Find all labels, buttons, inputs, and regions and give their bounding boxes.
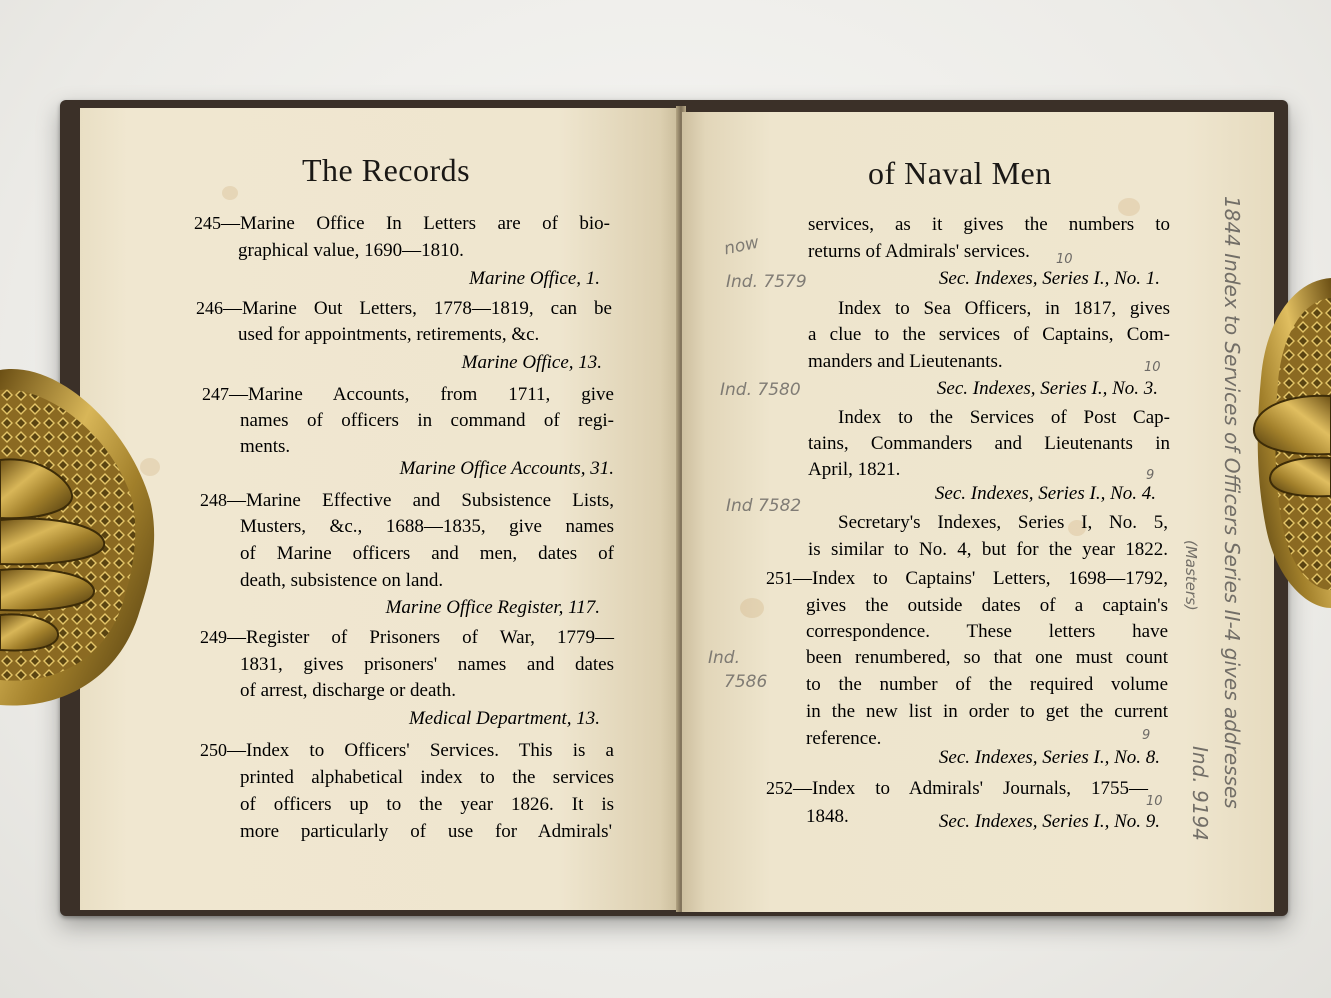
entry-line: April, 1821.: [808, 459, 901, 480]
entry-line: is similar to No. 4, but for the year 1822.: [808, 539, 1168, 560]
entry-line: 1848.: [806, 806, 849, 827]
entry-line: to the number of the required volume: [806, 674, 1168, 695]
entry-number: 246: [196, 298, 223, 318]
entry-line: of officers up to the year 1826. It is: [240, 794, 614, 815]
pencil-note-vertical-masters: (Masters): [1182, 540, 1200, 611]
entry-line: ments.: [240, 436, 291, 457]
entry-source: Sec. Indexes, Series I., No. 9.: [938, 811, 1160, 832]
entry-line: —Index to Admirals' Journals, 1755—: [793, 778, 1148, 799]
pencil-note-vertical: 1844 Index to Services of Officers Series II-4 gives addresses: [1220, 196, 1244, 809]
entry-number: 249: [200, 627, 227, 647]
entry-line: —Marine Out Letters, 1778—1819, can be: [223, 298, 612, 319]
entry-source: Marine Office Accounts, 31.: [399, 458, 614, 479]
entry-line: Musters, &c., 1688—1835, give names: [240, 516, 614, 537]
entry-number: 247: [202, 384, 229, 404]
entry-line: gives the outside dates of a captain's: [806, 595, 1168, 616]
entry-line: —Marine Effective and Subsistence Lists,: [227, 490, 614, 511]
pencil-superscript: 9: [1142, 728, 1151, 743]
left-brass-clip-image: [0, 360, 160, 720]
pencil-note-ind-7582: Ind 7582: [726, 496, 802, 516]
entry-line: reference.: [806, 728, 882, 749]
entry-line: —Index to Captains' Letters, 1698—1792,: [793, 568, 1168, 589]
pencil-superscript: 10: [1146, 794, 1163, 809]
right-brass-clip-image: [1226, 278, 1331, 608]
entry-source: Marine Office, 1.: [469, 268, 600, 289]
entry-source: Medical Department, 13.: [408, 708, 600, 729]
pencil-note-ind: Ind.: [708, 648, 740, 668]
entry-line: graphical value, 1690—1810.: [238, 240, 464, 261]
entry-source: Sec. Indexes, Series I., No. 8.: [938, 747, 1160, 768]
pencil-note-ind-7579: Ind. 7579: [726, 272, 807, 292]
entry-line: —Marine Accounts, from 1711, give: [229, 384, 614, 405]
entry-line: death, subsistence on land.: [240, 570, 444, 591]
entry-line: returns of Admirals' services.: [808, 241, 1030, 262]
entry-line: —Marine Office In Letters are of bio-: [221, 213, 610, 234]
entry-line: manders and Lieutenants.: [808, 351, 1003, 372]
entry-line: used for appointments, retirements, &c.: [238, 324, 540, 345]
entry-line: services, as it gives the numbers to: [808, 214, 1170, 235]
entry-source: Marine Office Register, 117.: [385, 597, 600, 618]
entry-line: Secretary's Indexes, Series I, No. 5,: [838, 512, 1168, 533]
entry-number: 252: [766, 778, 793, 798]
pencil-note-ind-7580: Ind. 7580: [720, 380, 801, 400]
right-running-header: of Naval Men: [868, 155, 1052, 191]
entry-line: —Register of Prisoners of War, 1779—: [227, 627, 614, 648]
entry-source: Sec. Indexes, Series I., No. 4.: [934, 483, 1156, 504]
entry-line: tains, Commanders and Lieutenants in: [808, 433, 1170, 454]
entry-number: 245: [194, 213, 221, 233]
entry-line: printed alphabetical index to the services: [240, 767, 614, 788]
pencil-superscript: 10: [1144, 360, 1161, 375]
entry-line: names of officers in command of regi-: [240, 410, 614, 431]
entry-line: of arrest, discharge or death.: [240, 680, 456, 701]
entry-line: correspondence. These letters have: [806, 621, 1168, 642]
left-running-header: The Records: [302, 152, 471, 188]
entry-source: Sec. Indexes, Series I., No. 1.: [938, 268, 1160, 289]
entry-source: Marine Office, 13.: [461, 352, 602, 373]
pencil-note-vertical-ind: Ind. 9194: [1188, 746, 1212, 841]
pencil-note-now: now: [722, 232, 761, 260]
entry-line: —Index to Officers' Services. This is a: [227, 740, 614, 761]
entry-number: 251: [766, 568, 793, 588]
entry-line: Index to Sea Officers, in 1817, gives: [838, 298, 1170, 319]
entry-source: Sec. Indexes, Series I., No. 3.: [936, 378, 1158, 399]
pencil-superscript: 9: [1146, 468, 1155, 483]
entry-line: more particularly of use for Admirals': [240, 821, 612, 842]
entry-number: 248: [200, 490, 227, 510]
pencil-note-7586: 7586: [724, 672, 768, 692]
foxing-stain: [222, 186, 238, 200]
entry-line: of Marine officers and men, dates of: [240, 543, 614, 564]
foxing-stain: [740, 598, 764, 618]
entry-line: a clue to the services of Captains, Com-: [808, 324, 1170, 345]
entry-line: been renumbered, so that one must count: [806, 647, 1168, 668]
entry-number: 250: [200, 740, 227, 760]
entry-line: 1831, gives prisoners' names and dates: [240, 654, 614, 675]
entry-line: in the new list in order to get the current: [806, 701, 1168, 722]
entry-line: Index to the Services of Post Cap-: [838, 407, 1170, 428]
pencil-superscript: 10: [1056, 252, 1073, 267]
